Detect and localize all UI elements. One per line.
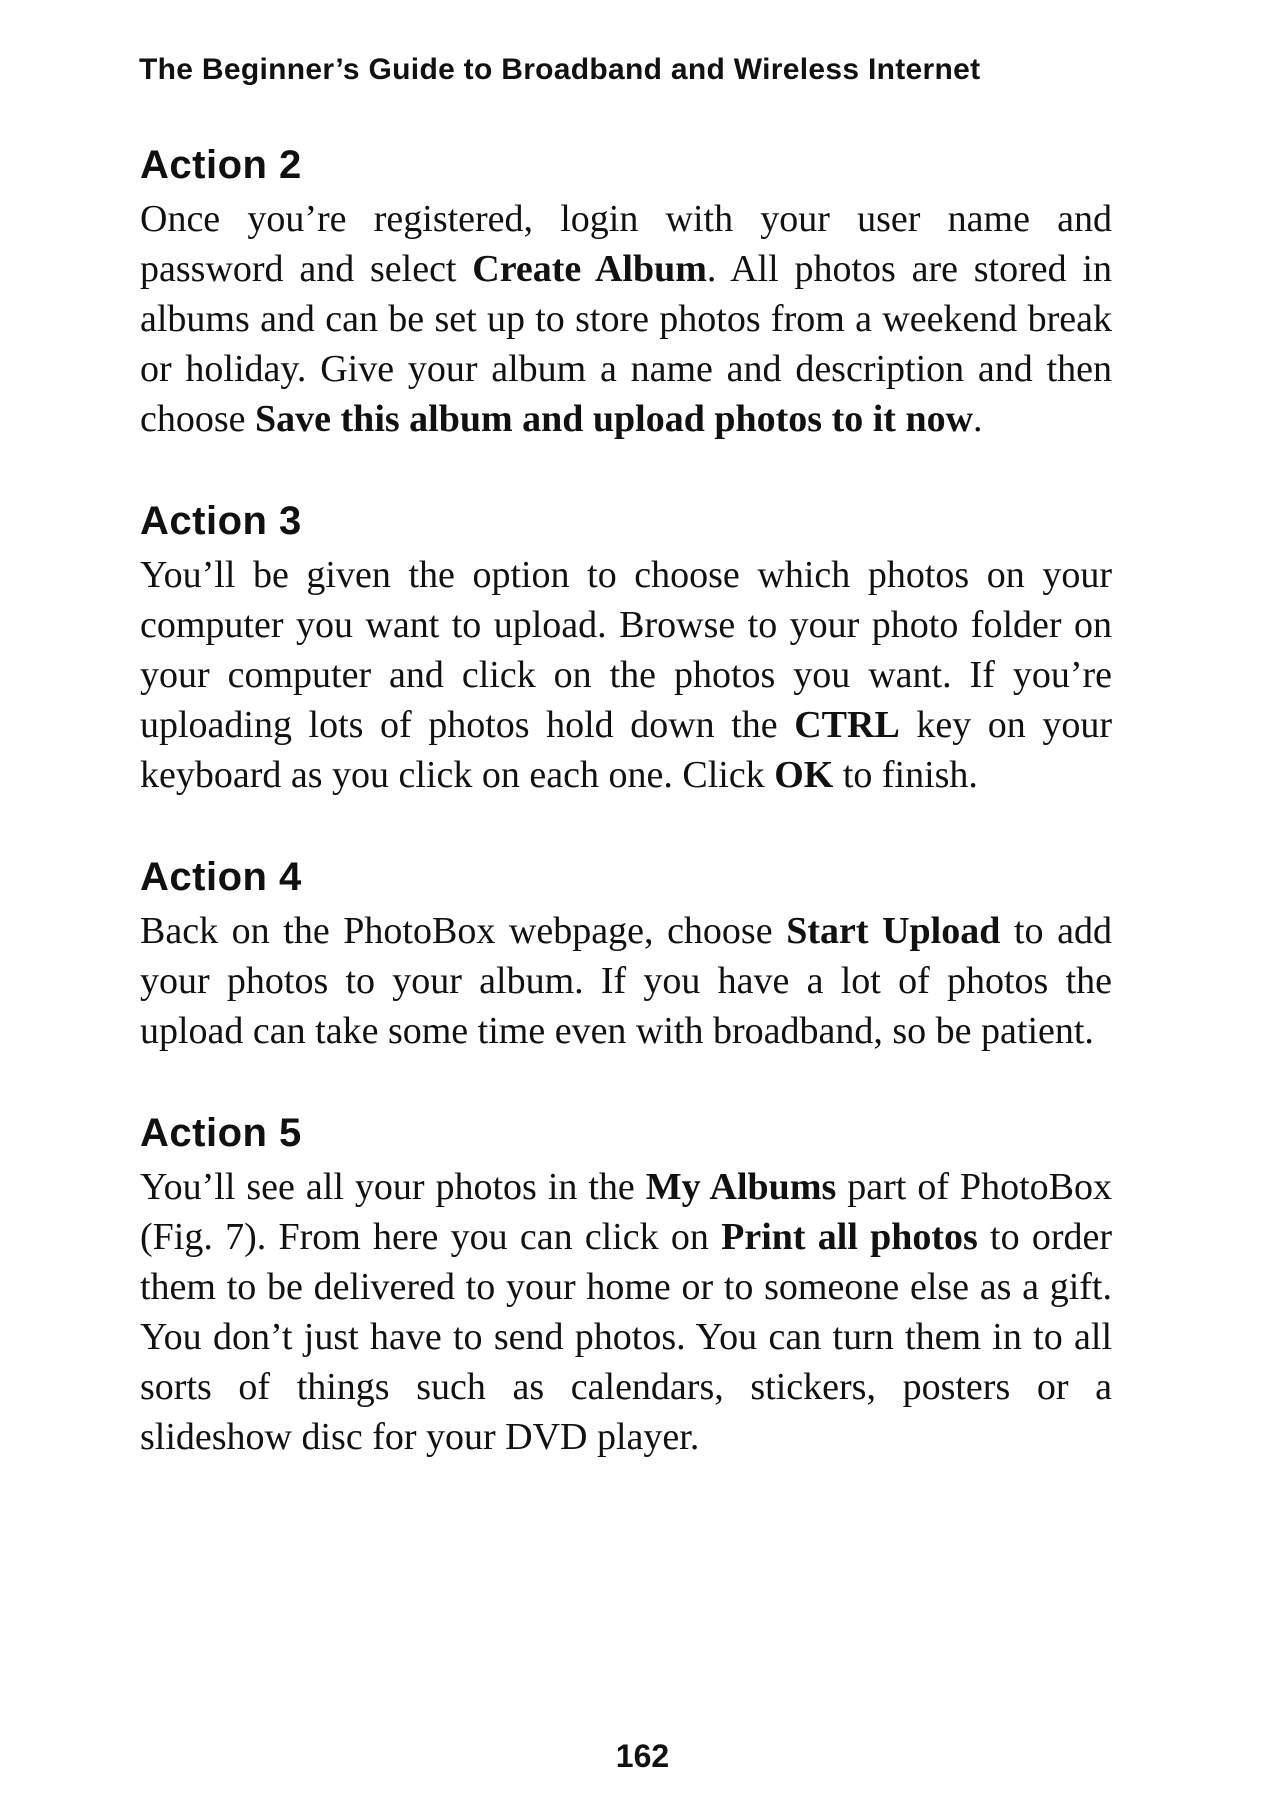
bold-term: Create Album (472, 248, 707, 290)
section-action-5 (140, 1108, 1112, 1462)
section-heading: Action 5 (140, 1111, 302, 1155)
running-header: The Beginner’s Guide to Broadband and Wireless Internet (139, 53, 981, 86)
text-run: . All photos are stored in albums and can be set up to store photos from a weekend break or holiday. Give your album a name and description and then choose (140, 248, 1112, 440)
section-paragraph (140, 1162, 1112, 1462)
text-run: You’ll see all your photos in the (140, 1166, 646, 1208)
bold-term: CTRL (794, 704, 900, 746)
section-paragraph (140, 906, 1112, 1056)
text-run: Once you’re registered, login with your user name and password and select (140, 198, 1112, 290)
bold-term: Print all photos (721, 1216, 978, 1258)
text-run: to finish. (833, 754, 978, 796)
text-run: Back on the PhotoBox webpage, choose (140, 910, 787, 952)
text-run: to add your photos to your album. If you have a lot of photos the upload can take some time even with broadband, so be patient. (140, 910, 1112, 1052)
section-heading: Action 4 (140, 855, 302, 899)
text-run: You’ll be given the option to choose which photos on your computer you want to upload. Browse to your photo folder on your computer and click on the photos you want. If you’re uploading lots of photos hold down the (140, 554, 1112, 746)
text-run: key on your keyboard as you click on each one. Click (140, 704, 1112, 796)
page-content (140, 140, 1112, 1514)
bold-term: Save this album and upload photos to it now (255, 398, 974, 440)
section-heading: Action 3 (140, 499, 302, 543)
section-heading: Action 2 (140, 143, 302, 187)
section-paragraph (140, 550, 1112, 800)
text-run: . (973, 398, 983, 440)
section-action-3 (140, 496, 1112, 800)
bold-term: Start Upload (786, 910, 1001, 952)
section-action-2 (140, 140, 1112, 444)
bold-term: My Albums (645, 1166, 837, 1208)
section-paragraph (140, 194, 1112, 444)
section-action-4 (140, 852, 1112, 1056)
text-run: part of PhotoBox (Fig. 7). From here you can click on (140, 1166, 1112, 1258)
text-run: to order them to be delivered to your home or to someone else as a gift. You don’t just have to send photos. You can turn them in to all sorts of things such as calendars, stickers, posters or a slideshow disc for your DVD player. (140, 1216, 1113, 1458)
page-number: 162 (615, 1738, 670, 1774)
bold-term: OK (774, 754, 834, 796)
